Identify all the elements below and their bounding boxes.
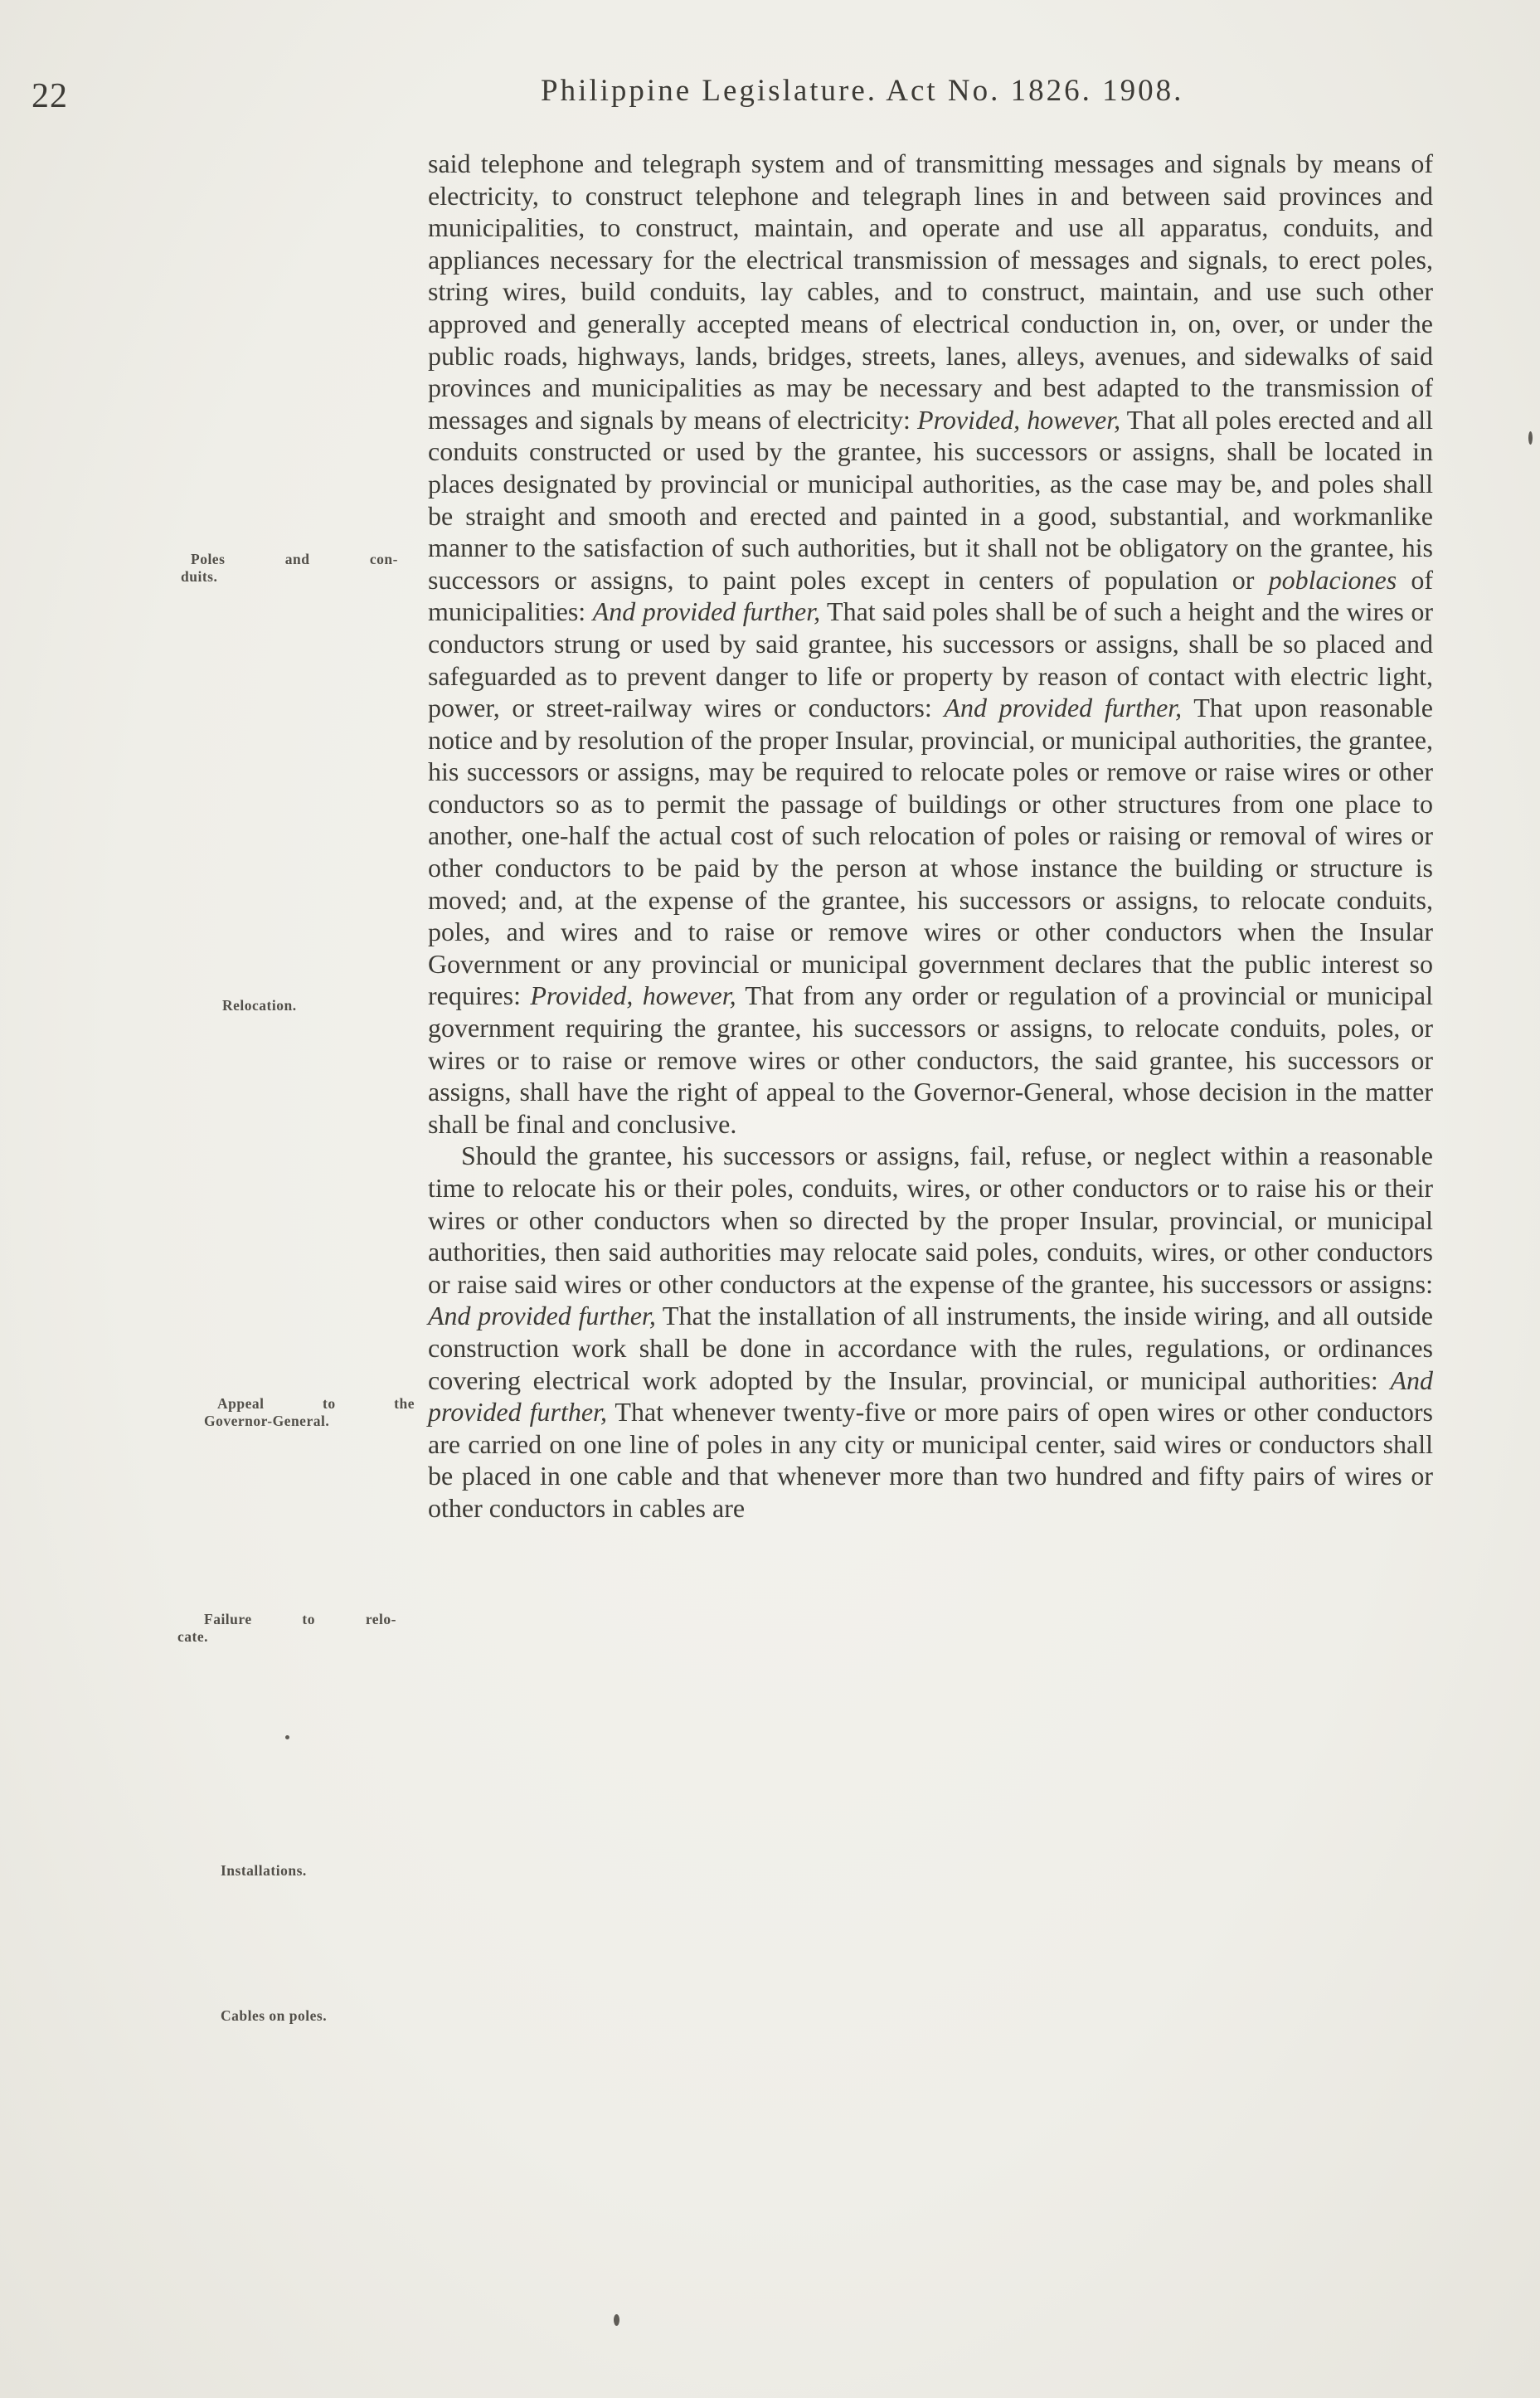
margin-note-line: Relocation.	[222, 997, 297, 1014]
margin-note-appeal	[217, 1395, 415, 1413]
italic-proviso: Provided, however,	[530, 980, 736, 1011]
text-run: That whenever twenty-five or more pairs of open wires or other conductors are carried on one line of poles in any city or municipal center, said wires or conductors shall be placed in one cable and that whenever more than two hundred and fifty pairs of wires or other conductors in cables are	[428, 1397, 1434, 1523]
italic-proviso: And provided further,	[428, 1301, 656, 1331]
text-run: That all poles erected and all conduits constructed or used by the grantee, his successors or assigns, shall be located in places designated by provincial or municipal authorities, as the case may be, and poles shall be straight and smooth and erected and painted in a good, substantial, and workmanlike manner to the satisfaction of such authorities, but it shall not be obligatory on the grantee, his successors or assigns, to paint poles except in centers of population or	[428, 404, 1434, 595]
margin-note-line: Governor-General.	[204, 1413, 330, 1429]
text-run: That upon reasonable notice and by resolution of the proper Insular, provincial, or municipal authorities, the grantee, his successors or assigns, may be required to relocate poles or remove or raise wires or other conductors so as to permit the passage of buildings or other structures from one place to another, one-half the actual cost of such relocation of poles or raising or removal of wires or other conductors to be paid by the person at whose instance the building or structure is moved; and, at the expense of the grantee, his successors or assigns, to relocate conduits, poles, and wires and to raise or remove wires or other conductors when the Insular Government or any provincial or municipal government declares that the public interest so requires:	[428, 693, 1434, 1011]
margin-note-poles-and-conduits-cont	[181, 568, 388, 586]
margin-note-line: Cables on poles.	[221, 2007, 328, 2024]
ink-speck	[614, 2314, 619, 2326]
margin-note-poles-and-conduits	[191, 551, 398, 568]
running-head: Philippine Legislature. Act No. 1826. 1908.	[541, 74, 1184, 108]
ink-speck	[1528, 431, 1533, 445]
text-run: That the installation of all instruments, the inside wiring, and all outside construction work shall be done in accordance with the rules, regulations, or ordinances covering electrical work adopted by the Insular, provincial, or municipal authorities:	[428, 1301, 1433, 1395]
text-run: That from any order or regulation of a provincial or municipal government requiring the grantee, his successors or assigns, to relocate conduits, poles, or wires or to raise or remove wires or other conductors, the said grantee, his successors or assigns, shall have the right of appeal to the Governor-General, whose decision in the matter shall be final and conclusive.	[428, 980, 1434, 1139]
italic-proviso: And provided further,	[428, 1364, 1433, 1428]
margin-note-line: Appeal to the	[217, 1395, 415, 1412]
margin-note-line: Poles and con-	[191, 551, 398, 567]
paragraph-failure-to-relocate	[428, 1140, 1433, 1524]
margin-note-line: cate.	[177, 1628, 208, 1645]
margin-note-installations	[221, 1862, 519, 1880]
text-run: Should the grantee, his successors or assigns, fail, refuse, or neglect within a reasonable time to relocate his or their poles, conduits, wires, or other conductors or to raise his or their wires or other conductors when so directed by the proper Insular, provincial, or municipal authorities, then said authorities may relocate said poles, conduits, wires, or other conductors or raise said wires or other conductors at the expense of the grantee, his successors or assigns:	[428, 1141, 1433, 1299]
body-text	[428, 148, 1433, 1525]
margin-note-failure-cont	[177, 1628, 476, 1646]
page-number: 22	[32, 77, 68, 115]
italic-proviso: Provided, however,	[917, 404, 1121, 435]
text-run: said telephone and telegraph system and of transmitting messages and signals by means of electricity, to construct telephone and telegraph lines in and between said provinces and municipalities, to construct, maintain, and operate and use all apparatus, conduits, and appliances necessary for the electrical transmission of messages and signals, to erect poles, string wires, build conduits, lay cables, and to construct, maintain, and use such other approved and generally accepted means of electrical conduction in, on, over, or under the public roads, highways, lands, bridges, streets, lanes, alleys, avenues, and sidewalks of said provinces and municipalities as may be necessary and best adapted to the transmission of messages and signals by means of electricity:	[428, 148, 1433, 435]
margin-note-line: Failure to relo-	[204, 1611, 396, 1627]
italic-proviso: And provided further,	[944, 693, 1183, 723]
margin-note-line: duits.	[181, 568, 218, 585]
italic-proviso: And provided further,	[592, 596, 821, 627]
margin-note-cables-on-poles	[221, 2007, 519, 2025]
ink-speck	[285, 1735, 289, 1739]
text-run: That said poles shall be of such a height and the wires or conductors strung or used by said grantee, his successors or assigns, shall be so placed and safeguarded as to prevent danger to life or property by reason of contact with electric light, power, or street-railway wires or conductors:	[428, 596, 1434, 723]
margin-note-failure-to-relocate	[204, 1611, 396, 1628]
text-run: of municipalities:	[428, 564, 1434, 627]
italic-term: poblaciones	[1268, 564, 1397, 595]
margin-note-line: Installations.	[221, 1862, 307, 1879]
paragraph-poles-and-conduits	[428, 148, 1433, 1140]
